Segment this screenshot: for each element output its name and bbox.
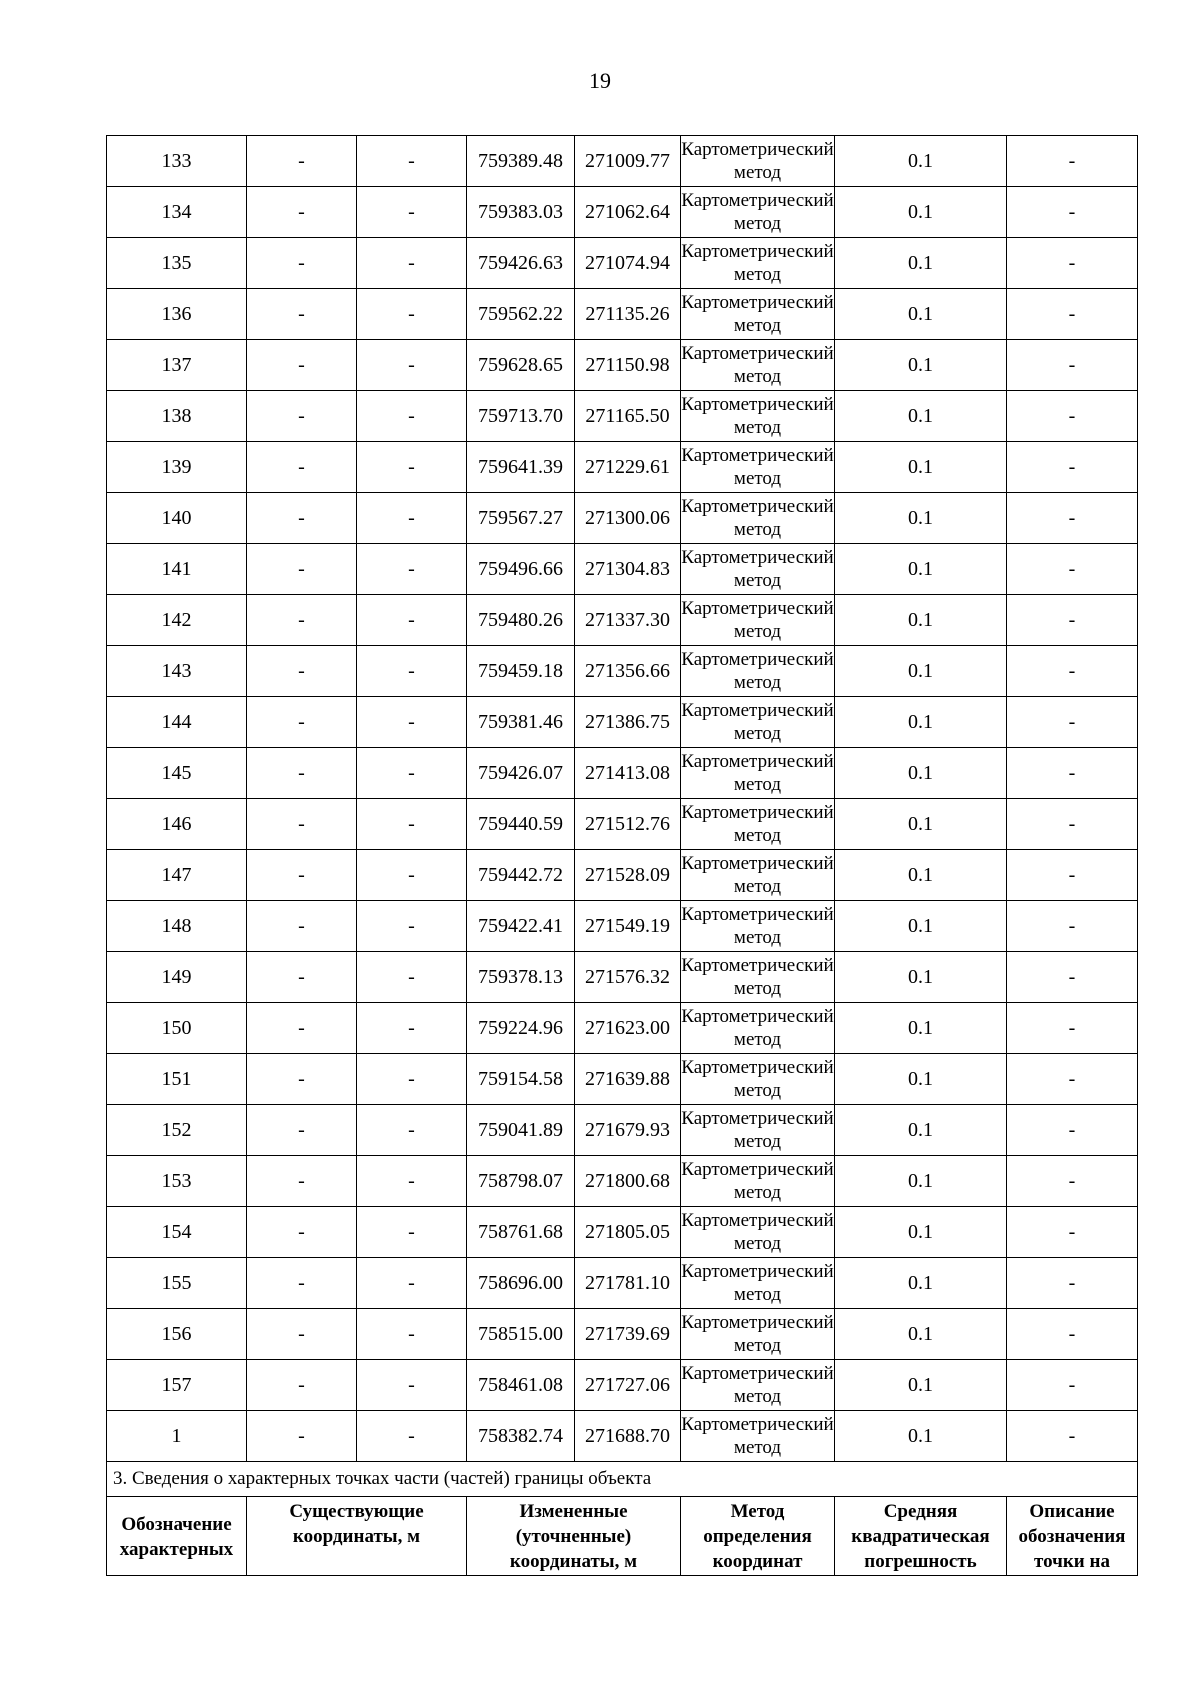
table-row <box>107 136 1138 187</box>
cell-method: Картометрический метод <box>681 1360 835 1411</box>
cell-point-number: 155 <box>107 1258 247 1309</box>
cell-changed-x: 759426.07 <box>467 748 575 799</box>
cell-point-number: 141 <box>107 544 247 595</box>
cell-existing-x: - <box>247 289 357 340</box>
cell-existing-x: - <box>247 1411 357 1462</box>
cell-method: Картометрический метод <box>681 136 835 187</box>
header-changed: Измененные (уточненные) координаты, м <box>467 1497 681 1576</box>
cell-point-number: 138 <box>107 391 247 442</box>
cell-existing-y: - <box>357 1003 467 1054</box>
cell-mean-error: 0.1 <box>835 646 1007 697</box>
cell-existing-x: - <box>247 1003 357 1054</box>
cell-mean-error: 0.1 <box>835 952 1007 1003</box>
cell-method: Картометрический метод <box>681 1156 835 1207</box>
cell-point-number: 133 <box>107 136 247 187</box>
table-row <box>107 850 1138 901</box>
cell-changed-y: 271805.05 <box>575 1207 681 1258</box>
table-row <box>107 697 1138 748</box>
cell-existing-y: - <box>357 799 467 850</box>
cell-existing-y: - <box>357 1054 467 1105</box>
cell-method: Картометрический метод <box>681 952 835 1003</box>
cell-mean-error: 0.1 <box>835 901 1007 952</box>
cell-changed-y: 271623.00 <box>575 1003 681 1054</box>
cell-method: Картометрический метод <box>681 187 835 238</box>
cell-point-number: 134 <box>107 187 247 238</box>
cell-changed-y: 271781.10 <box>575 1258 681 1309</box>
cell-changed-x: 759459.18 <box>467 646 575 697</box>
cell-mean-error: 0.1 <box>835 1411 1007 1462</box>
cell-existing-x: - <box>247 136 357 187</box>
cell-changed-y: 271304.83 <box>575 544 681 595</box>
cell-existing-y: - <box>357 187 467 238</box>
cell-point-description: - <box>1007 952 1138 1003</box>
cell-changed-y: 271150.98 <box>575 340 681 391</box>
cell-point-number: 146 <box>107 799 247 850</box>
cell-point-description: - <box>1007 1054 1138 1105</box>
cell-point-description: - <box>1007 646 1138 697</box>
cell-mean-error: 0.1 <box>835 493 1007 544</box>
cell-method: Картометрический метод <box>681 442 835 493</box>
cell-changed-y: 271528.09 <box>575 850 681 901</box>
header-designation: Обозначение характерных <box>107 1497 247 1576</box>
cell-changed-x: 759567.27 <box>467 493 575 544</box>
cell-existing-y: - <box>357 1156 467 1207</box>
table-row <box>107 493 1138 544</box>
cell-mean-error: 0.1 <box>835 1258 1007 1309</box>
cell-mean-error: 0.1 <box>835 1207 1007 1258</box>
cell-existing-x: - <box>247 799 357 850</box>
cell-mean-error: 0.1 <box>835 442 1007 493</box>
cell-method: Картометрический метод <box>681 595 835 646</box>
table-row <box>107 289 1138 340</box>
cell-existing-y: - <box>357 442 467 493</box>
cell-existing-x: - <box>247 901 357 952</box>
cell-changed-x: 759641.39 <box>467 442 575 493</box>
cell-existing-y: - <box>357 238 467 289</box>
cell-existing-x: - <box>247 1156 357 1207</box>
cell-changed-x: 759381.46 <box>467 697 575 748</box>
cell-point-number: 139 <box>107 442 247 493</box>
table-row <box>107 340 1138 391</box>
cell-existing-x: - <box>247 442 357 493</box>
cell-changed-y: 271386.75 <box>575 697 681 748</box>
cell-method: Картометрический метод <box>681 1003 835 1054</box>
cell-mean-error: 0.1 <box>835 697 1007 748</box>
cell-mean-error: 0.1 <box>835 340 1007 391</box>
cell-method: Картометрический метод <box>681 1054 835 1105</box>
cell-method: Картометрический метод <box>681 391 835 442</box>
section-row <box>107 1462 1138 1497</box>
cell-point-number: 148 <box>107 901 247 952</box>
cell-existing-x: - <box>247 1258 357 1309</box>
cell-existing-y: - <box>357 748 467 799</box>
cell-changed-x: 758515.00 <box>467 1309 575 1360</box>
cell-existing-x: - <box>247 391 357 442</box>
cell-point-description: - <box>1007 799 1138 850</box>
cell-point-description: - <box>1007 238 1138 289</box>
cell-point-description: - <box>1007 1309 1138 1360</box>
cell-point-description: - <box>1007 340 1138 391</box>
cell-changed-x: 759442.72 <box>467 850 575 901</box>
cell-changed-y: 271576.32 <box>575 952 681 1003</box>
cell-changed-x: 759713.70 <box>467 391 575 442</box>
cell-changed-y: 271009.77 <box>575 136 681 187</box>
cell-point-number: 135 <box>107 238 247 289</box>
cell-point-description: - <box>1007 187 1138 238</box>
cell-changed-x: 759440.59 <box>467 799 575 850</box>
cell-point-number: 143 <box>107 646 247 697</box>
cell-existing-y: - <box>357 289 467 340</box>
cell-point-description: - <box>1007 1003 1138 1054</box>
cell-existing-y: - <box>357 595 467 646</box>
cell-changed-x: 759041.89 <box>467 1105 575 1156</box>
cell-method: Картометрический метод <box>681 646 835 697</box>
cell-mean-error: 0.1 <box>835 1003 1007 1054</box>
table-row <box>107 238 1138 289</box>
cell-method: Картометрический метод <box>681 1207 835 1258</box>
table-row <box>107 1156 1138 1207</box>
cell-changed-x: 759224.96 <box>467 1003 575 1054</box>
table-row <box>107 1258 1138 1309</box>
cell-point-number: 147 <box>107 850 247 901</box>
cell-existing-x: - <box>247 187 357 238</box>
table-row <box>107 442 1138 493</box>
cell-changed-x: 758461.08 <box>467 1360 575 1411</box>
cell-changed-y: 271165.50 <box>575 391 681 442</box>
cell-changed-y: 271062.64 <box>575 187 681 238</box>
cell-existing-x: - <box>247 1207 357 1258</box>
table-body <box>107 136 1138 1462</box>
cell-existing-x: - <box>247 1360 357 1411</box>
table-row <box>107 748 1138 799</box>
cell-changed-x: 759154.58 <box>467 1054 575 1105</box>
header-row <box>107 1497 1138 1576</box>
cell-existing-y: - <box>357 850 467 901</box>
cell-existing-x: - <box>247 1054 357 1105</box>
cell-method: Картометрический метод <box>681 493 835 544</box>
cell-existing-x: - <box>247 748 357 799</box>
cell-point-number: 150 <box>107 1003 247 1054</box>
table-row <box>107 1411 1138 1462</box>
cell-method: Картометрический метод <box>681 1258 835 1309</box>
cell-existing-x: - <box>247 238 357 289</box>
cell-changed-x: 759383.03 <box>467 187 575 238</box>
cell-changed-y: 271356.66 <box>575 646 681 697</box>
cell-point-description: - <box>1007 1105 1138 1156</box>
cell-changed-y: 271679.93 <box>575 1105 681 1156</box>
cell-point-number: 154 <box>107 1207 247 1258</box>
cell-point-number: 151 <box>107 1054 247 1105</box>
cell-mean-error: 0.1 <box>835 595 1007 646</box>
cell-point-number: 157 <box>107 1360 247 1411</box>
table-row <box>107 1003 1138 1054</box>
cell-method: Картометрический метод <box>681 697 835 748</box>
cell-point-number: 156 <box>107 1309 247 1360</box>
cell-point-number: 1 <box>107 1411 247 1462</box>
table-row <box>107 595 1138 646</box>
table-row <box>107 1054 1138 1105</box>
table-row <box>107 1105 1138 1156</box>
cell-changed-y: 271739.69 <box>575 1309 681 1360</box>
header-method: Метод определения координат <box>681 1497 835 1576</box>
cell-point-number: 140 <box>107 493 247 544</box>
cell-changed-y: 271135.26 <box>575 289 681 340</box>
cell-existing-y: - <box>357 340 467 391</box>
cell-changed-y: 271229.61 <box>575 442 681 493</box>
coordinates-table <box>106 135 1138 1576</box>
cell-changed-y: 271300.06 <box>575 493 681 544</box>
table-row <box>107 799 1138 850</box>
cell-existing-y: - <box>357 391 467 442</box>
table-row <box>107 391 1138 442</box>
cell-existing-x: - <box>247 544 357 595</box>
cell-existing-x: - <box>247 697 357 748</box>
cell-mean-error: 0.1 <box>835 1105 1007 1156</box>
cell-mean-error: 0.1 <box>835 187 1007 238</box>
cell-method: Картометрический метод <box>681 1309 835 1360</box>
cell-method: Картометрический метод <box>681 238 835 289</box>
cell-changed-y: 271512.76 <box>575 799 681 850</box>
cell-point-number: 137 <box>107 340 247 391</box>
cell-existing-y: - <box>357 1105 467 1156</box>
table-row <box>107 187 1138 238</box>
table-row <box>107 544 1138 595</box>
cell-changed-x: 759378.13 <box>467 952 575 1003</box>
cell-existing-x: - <box>247 595 357 646</box>
cell-existing-y: - <box>357 1207 467 1258</box>
cell-mean-error: 0.1 <box>835 238 1007 289</box>
cell-changed-y: 271337.30 <box>575 595 681 646</box>
cell-method: Картометрический метод <box>681 1105 835 1156</box>
cell-method: Картометрический метод <box>681 901 835 952</box>
cell-point-description: - <box>1007 850 1138 901</box>
cell-changed-x: 758696.00 <box>467 1258 575 1309</box>
cell-changed-x: 758798.07 <box>467 1156 575 1207</box>
cell-changed-x: 758761.68 <box>467 1207 575 1258</box>
table-row <box>107 646 1138 697</box>
cell-changed-x: 759426.63 <box>467 238 575 289</box>
cell-point-description: - <box>1007 289 1138 340</box>
cell-mean-error: 0.1 <box>835 391 1007 442</box>
cell-method: Картометрический метод <box>681 799 835 850</box>
cell-point-description: - <box>1007 136 1138 187</box>
cell-existing-y: - <box>357 646 467 697</box>
cell-method: Картометрический метод <box>681 850 835 901</box>
cell-existing-x: - <box>247 850 357 901</box>
cell-changed-y: 271639.88 <box>575 1054 681 1105</box>
cell-existing-x: - <box>247 952 357 1003</box>
table-row <box>107 1360 1138 1411</box>
cell-point-description: - <box>1007 1156 1138 1207</box>
table-row <box>107 1309 1138 1360</box>
cell-method: Картометрический метод <box>681 1411 835 1462</box>
cell-mean-error: 0.1 <box>835 544 1007 595</box>
cell-method: Картометрический метод <box>681 289 835 340</box>
page-number: 19 <box>589 68 611 93</box>
cell-changed-x: 758382.74 <box>467 1411 575 1462</box>
cell-changed-x: 759389.48 <box>467 136 575 187</box>
section-title: 3. Сведения о характерных точках части (частей) границы объекта <box>107 1462 1138 1497</box>
cell-mean-error: 0.1 <box>835 748 1007 799</box>
cell-point-description: - <box>1007 697 1138 748</box>
cell-point-number: 149 <box>107 952 247 1003</box>
cell-changed-x: 759628.65 <box>467 340 575 391</box>
cell-changed-x: 759480.26 <box>467 595 575 646</box>
cell-existing-y: - <box>357 1411 467 1462</box>
cell-point-description: - <box>1007 748 1138 799</box>
cell-mean-error: 0.1 <box>835 1360 1007 1411</box>
cell-changed-y: 271800.68 <box>575 1156 681 1207</box>
cell-point-description: - <box>1007 391 1138 442</box>
cell-point-number: 144 <box>107 697 247 748</box>
cell-point-description: - <box>1007 442 1138 493</box>
cell-changed-x: 759422.41 <box>467 901 575 952</box>
table-row <box>107 1207 1138 1258</box>
cell-changed-y: 271074.94 <box>575 238 681 289</box>
header-description: Описание обозначения точки на <box>1007 1497 1138 1576</box>
cell-changed-x: 759562.22 <box>467 289 575 340</box>
cell-existing-y: - <box>357 544 467 595</box>
cell-changed-y: 271549.19 <box>575 901 681 952</box>
cell-existing-y: - <box>357 136 467 187</box>
cell-existing-x: - <box>247 1309 357 1360</box>
cell-mean-error: 0.1 <box>835 1309 1007 1360</box>
cell-point-description: - <box>1007 1258 1138 1309</box>
cell-point-description: - <box>1007 901 1138 952</box>
cell-point-description: - <box>1007 493 1138 544</box>
cell-changed-y: 271727.06 <box>575 1360 681 1411</box>
cell-existing-y: - <box>357 1360 467 1411</box>
cell-point-description: - <box>1007 1207 1138 1258</box>
cell-point-description: - <box>1007 595 1138 646</box>
cell-point-number: 153 <box>107 1156 247 1207</box>
cell-existing-x: - <box>247 340 357 391</box>
cell-method: Картометрический метод <box>681 748 835 799</box>
cell-mean-error: 0.1 <box>835 136 1007 187</box>
cell-point-number: 136 <box>107 289 247 340</box>
cell-mean-error: 0.1 <box>835 1054 1007 1105</box>
cell-existing-y: - <box>357 901 467 952</box>
cell-existing-x: - <box>247 1105 357 1156</box>
cell-point-description: - <box>1007 1360 1138 1411</box>
cell-changed-y: 271413.08 <box>575 748 681 799</box>
cell-mean-error: 0.1 <box>835 850 1007 901</box>
table-row <box>107 952 1138 1003</box>
cell-existing-y: - <box>357 697 467 748</box>
cell-method: Картометрический метод <box>681 340 835 391</box>
cell-existing-y: - <box>357 493 467 544</box>
cell-existing-y: - <box>357 1258 467 1309</box>
cell-existing-y: - <box>357 1309 467 1360</box>
cell-point-description: - <box>1007 1411 1138 1462</box>
cell-mean-error: 0.1 <box>835 1156 1007 1207</box>
header-existing: Существующие координаты, м <box>247 1497 467 1576</box>
cell-mean-error: 0.1 <box>835 799 1007 850</box>
cell-point-number: 145 <box>107 748 247 799</box>
cell-changed-y: 271688.70 <box>575 1411 681 1462</box>
cell-point-number: 152 <box>107 1105 247 1156</box>
cell-existing-x: - <box>247 646 357 697</box>
cell-changed-x: 759496.66 <box>467 544 575 595</box>
cell-point-number: 142 <box>107 595 247 646</box>
table-row <box>107 901 1138 952</box>
cell-method: Картометрический метод <box>681 544 835 595</box>
cell-existing-y: - <box>357 952 467 1003</box>
cell-point-description: - <box>1007 544 1138 595</box>
cell-mean-error: 0.1 <box>835 289 1007 340</box>
cell-existing-x: - <box>247 493 357 544</box>
header-error: Средняя квадратическая погрешность <box>835 1497 1007 1576</box>
